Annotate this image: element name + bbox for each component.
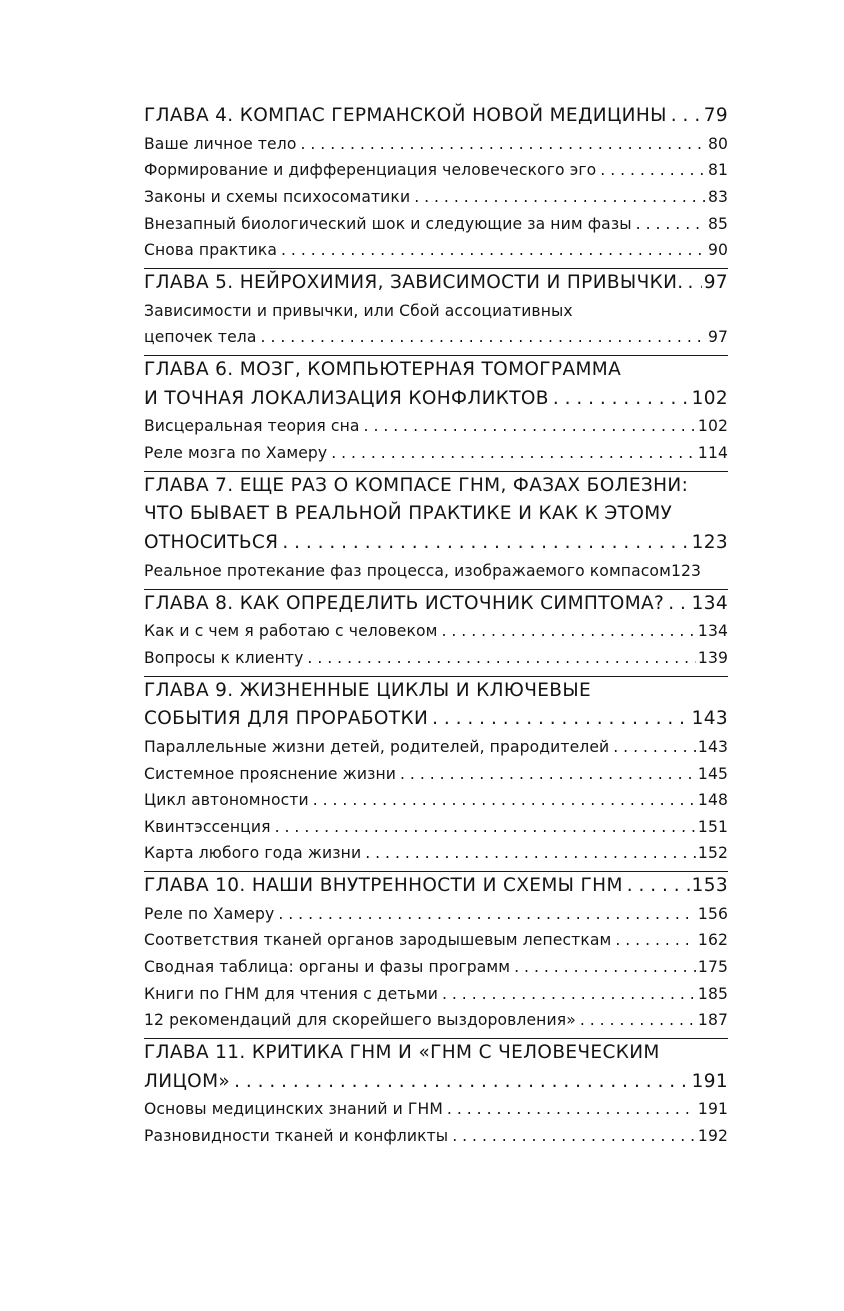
toc-entry[interactable] bbox=[144, 324, 728, 351]
page-number: 143 bbox=[691, 708, 728, 730]
chapter-section bbox=[144, 676, 728, 872]
chapter-section bbox=[144, 102, 728, 268]
page-number: 102 bbox=[691, 387, 728, 409]
dot-leader bbox=[627, 872, 690, 901]
chapter-heading-line[interactable] bbox=[144, 356, 728, 385]
toc-entry[interactable] bbox=[144, 901, 728, 928]
toc-entry[interactable] bbox=[144, 981, 728, 1008]
chapter-heading-line[interactable] bbox=[144, 102, 728, 131]
toc-entry[interactable] bbox=[144, 954, 728, 981]
toc-entry[interactable] bbox=[144, 211, 728, 238]
page-number: 85 bbox=[707, 214, 728, 233]
chapter-heading-line[interactable] bbox=[144, 1068, 728, 1097]
chapter-section bbox=[144, 355, 728, 471]
page-number: 102 bbox=[697, 417, 728, 436]
chapter-title: ГЛАВА 7. ЕЩЕ РАЗ О КОМПАСЕ ГНМ, ФАЗАХ БОЛЕЗНИ: bbox=[144, 474, 689, 496]
entry-title: Разновидности тканей и конфликты bbox=[144, 1127, 449, 1146]
page-number: 145 bbox=[697, 764, 728, 783]
chapter-heading-line[interactable] bbox=[144, 705, 728, 734]
entry-title: Соответствия тканей органов зародышевым лепесткам bbox=[144, 931, 612, 950]
dot-leader bbox=[636, 211, 706, 238]
toc-entry[interactable] bbox=[144, 184, 728, 211]
page-number: 191 bbox=[691, 1070, 728, 1092]
chapter-title: ГЛАВА 6. МОЗГ, КОМПЬЮТЕРНАЯ ТОМОГРАММА bbox=[144, 358, 622, 380]
dot-leader bbox=[452, 1123, 696, 1150]
chapter-section bbox=[144, 1038, 728, 1154]
chapter-heading-line[interactable] bbox=[144, 677, 728, 706]
dot-leader bbox=[365, 840, 696, 867]
dot-leader bbox=[313, 787, 696, 814]
page-number: 143 bbox=[697, 738, 728, 757]
page-number: 97 bbox=[703, 271, 728, 293]
entry-title: Зависимости и привычки, или Сбой ассоциативных bbox=[144, 301, 573, 320]
dot-leader bbox=[553, 385, 690, 414]
page-number: 80 bbox=[707, 134, 728, 153]
chapter-title: ГЛАВА 11. КРИТИКА ГНМ И «ГНМ С ЧЕЛОВЕЧЕСКИМ bbox=[144, 1041, 660, 1063]
page-number: 134 bbox=[691, 592, 728, 614]
entry-title: Сводная таблица: органы и фазы программ bbox=[144, 958, 511, 977]
toc-entry[interactable] bbox=[144, 814, 728, 841]
toc-entry[interactable] bbox=[144, 645, 728, 672]
chapter-title: ГЛАВА 8. КАК ОПРЕДЕЛИТЬ ИСТОЧНИК СИМПТОМА? bbox=[144, 592, 665, 614]
dot-leader bbox=[300, 131, 705, 158]
chapter-heading-line[interactable] bbox=[144, 1039, 728, 1068]
toc-entry[interactable] bbox=[144, 237, 728, 264]
page-number: 185 bbox=[697, 984, 728, 1003]
page-number: 148 bbox=[697, 791, 728, 810]
entry-title: Вопросы к клиенту bbox=[144, 648, 304, 667]
entry-title: Системное прояснение жизни bbox=[144, 764, 396, 783]
entry-title: Реле мозга по Хамеру bbox=[144, 443, 328, 462]
chapter-heading-line[interactable] bbox=[144, 385, 728, 414]
entry-title: Квинтэссенция bbox=[144, 817, 271, 836]
entry-title: Внезапный биологический шок и следующие за ним фазы bbox=[144, 214, 632, 233]
chapter-title: ЛИЦОМ» bbox=[144, 1070, 231, 1092]
chapter-section bbox=[144, 471, 728, 589]
chapter-heading-line[interactable] bbox=[144, 872, 728, 901]
chapter-title: ГЛАВА 4. КОМПАС ГЕРМАНСКОЙ НОВОЙ МЕДИЦИНЫ bbox=[144, 105, 667, 126]
toc-entry[interactable] bbox=[144, 1007, 728, 1034]
dot-leader bbox=[275, 814, 696, 841]
dot-leader bbox=[414, 184, 706, 211]
entry-title: цепочек тела bbox=[144, 328, 257, 347]
table-of-contents bbox=[144, 102, 728, 1154]
page-number: 79 bbox=[703, 105, 728, 126]
chapter-heading-line[interactable] bbox=[144, 590, 728, 619]
entry-title: Реальное протекание фаз процесса, изображаемого компасом bbox=[144, 561, 671, 580]
entry-title: Параллельные жизни детей, родителей, прародителей bbox=[144, 738, 610, 757]
dot-leader bbox=[442, 981, 696, 1008]
entry-title: Ваше личное тело bbox=[144, 134, 297, 153]
page-number: 175 bbox=[697, 958, 728, 977]
toc-entry[interactable] bbox=[144, 840, 728, 867]
chapter-section bbox=[144, 268, 728, 355]
entry-title: Карта любого года жизни bbox=[144, 844, 362, 863]
chapter-section bbox=[144, 589, 728, 676]
dot-leader bbox=[615, 927, 696, 954]
page-number: 90 bbox=[707, 241, 728, 260]
entry-title: Реле по Хамеру bbox=[144, 904, 275, 923]
entry-title: Снова практика bbox=[144, 241, 277, 260]
dot-leader bbox=[307, 645, 696, 672]
chapter-title: ГЛАВА 9. ЖИЗНЕННЫЕ ЦИКЛЫ И КЛЮЧЕВЫЕ bbox=[144, 679, 592, 701]
dot-leader bbox=[671, 102, 702, 131]
entry-title: Висцеральная теория сна bbox=[144, 417, 360, 436]
page-number: 153 bbox=[691, 875, 728, 897]
dot-leader bbox=[688, 269, 702, 298]
dot-leader bbox=[613, 734, 696, 761]
toc-entry[interactable] bbox=[144, 1123, 728, 1150]
dot-leader bbox=[364, 413, 696, 440]
chapter-heading-line[interactable] bbox=[144, 472, 728, 501]
entry-title: Книги по ГНМ для чтения с детьми bbox=[144, 984, 438, 1003]
chapter-title: ГЛАВА 5. НЕЙРОХИМИЯ, ЗАВИСИМОСТИ И ПРИВЫЧКИ. bbox=[144, 271, 684, 293]
toc-entry[interactable] bbox=[144, 157, 728, 184]
entry-title: Как и с чем я работаю с человеком bbox=[144, 622, 438, 641]
page-number: 81 bbox=[707, 161, 728, 180]
page-number: 139 bbox=[697, 648, 728, 667]
dot-leader bbox=[580, 1007, 696, 1034]
page-number: 97 bbox=[707, 328, 728, 347]
entry-title: Формирование и дифференциация человеческого эго bbox=[144, 161, 597, 180]
page-number: 187 bbox=[697, 1011, 728, 1030]
dot-leader bbox=[331, 440, 696, 467]
toc-entry[interactable] bbox=[144, 1096, 728, 1123]
page-number: 83 bbox=[707, 187, 728, 206]
chapter-section bbox=[144, 871, 728, 1038]
chapter-title: СОБЫТИЯ ДЛЯ ПРОРАБОТКИ bbox=[144, 708, 429, 730]
toc-entry[interactable] bbox=[144, 734, 728, 761]
chapter-title: ЧТО БЫВАЕТ В РЕАЛЬНОЙ ПРАКТИКЕ И КАК К ЭТОМУ bbox=[144, 503, 673, 525]
page-number: 162 bbox=[697, 931, 728, 950]
entry-title: 12 рекомендаций для скорейшего выздоровления» bbox=[144, 1011, 576, 1030]
chapter-heading-line[interactable] bbox=[144, 500, 728, 529]
toc-entry[interactable] bbox=[144, 761, 728, 788]
dot-leader bbox=[400, 761, 696, 788]
page-number: 192 bbox=[697, 1127, 728, 1146]
toc-entry[interactable] bbox=[144, 558, 728, 585]
page-number: 123 bbox=[691, 532, 728, 554]
chapter-heading-line[interactable] bbox=[144, 269, 728, 298]
page-number: 114 bbox=[697, 443, 728, 462]
dot-leader bbox=[281, 237, 706, 264]
dot-leader bbox=[668, 590, 689, 619]
dot-leader bbox=[278, 901, 696, 928]
toc-entry[interactable] bbox=[144, 413, 728, 440]
page-number: 151 bbox=[697, 817, 728, 836]
toc-entry[interactable] bbox=[144, 298, 728, 325]
toc-entry[interactable] bbox=[144, 927, 728, 954]
dot-leader bbox=[441, 618, 695, 645]
entry-title: Основы медицинских знаний и ГНМ bbox=[144, 1100, 443, 1119]
page-number: 191 bbox=[697, 1100, 728, 1119]
entry-title: Законы и схемы психосоматики bbox=[144, 187, 411, 206]
toc-entry[interactable] bbox=[144, 618, 728, 645]
chapter-title: ГЛАВА 10. НАШИ ВНУТРЕННОСТИ И СХЕМЫ ГНМ bbox=[144, 875, 623, 897]
dot-leader bbox=[432, 705, 689, 734]
page-number: 134 bbox=[697, 622, 728, 641]
chapter-title: ОТНОСИТЬСЯ bbox=[144, 532, 279, 554]
dot-leader bbox=[600, 157, 706, 184]
toc-entry[interactable] bbox=[144, 440, 728, 467]
chapter-heading-line[interactable] bbox=[144, 529, 728, 558]
dot-leader bbox=[282, 529, 689, 558]
toc-entry[interactable] bbox=[144, 131, 728, 158]
dot-leader bbox=[261, 324, 706, 351]
page-number: 156 bbox=[697, 904, 728, 923]
dot-leader bbox=[514, 954, 696, 981]
chapter-title: И ТОЧНАЯ ЛОКАЛИЗАЦИЯ КОНФЛИКТОВ bbox=[144, 387, 549, 409]
toc-entry[interactable] bbox=[144, 787, 728, 814]
page-number: 152 bbox=[697, 844, 728, 863]
entry-title: Цикл автономности bbox=[144, 791, 309, 810]
dot-leader bbox=[447, 1096, 696, 1123]
dot-leader bbox=[234, 1068, 690, 1097]
page-number: 123 bbox=[670, 561, 702, 580]
